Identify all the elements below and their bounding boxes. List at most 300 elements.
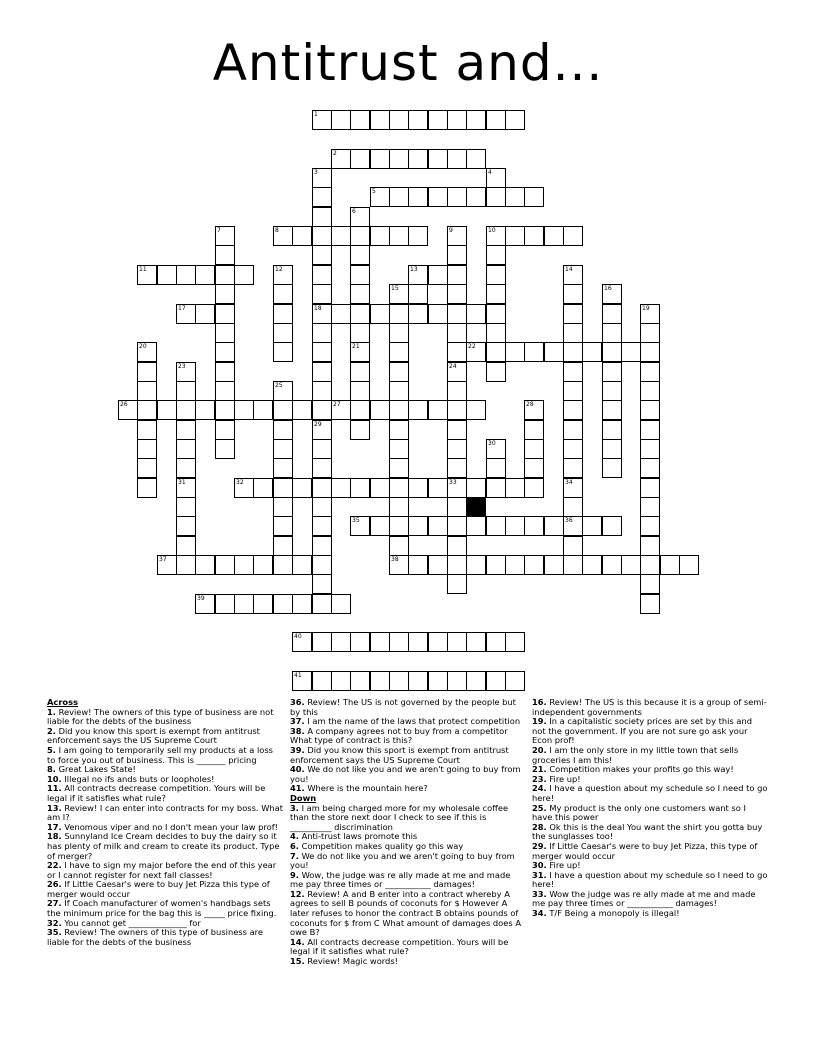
- grid-cell[interactable]: [602, 323, 622, 343]
- grid-cell[interactable]: [486, 342, 506, 362]
- grid-cell[interactable]: [118, 400, 138, 420]
- grid-cell[interactable]: [408, 632, 428, 652]
- grid-cell[interactable]: [486, 245, 506, 265]
- grid-cell[interactable]: [447, 323, 467, 343]
- grid-cell[interactable]: [350, 226, 370, 246]
- grid-cell[interactable]: [350, 420, 370, 440]
- grid-cell[interactable]: [350, 207, 370, 227]
- grid-cell[interactable]: [312, 400, 332, 420]
- grid-cell[interactable]: [389, 323, 409, 343]
- grid-cell[interactable]: [331, 632, 351, 652]
- grid-cell[interactable]: [563, 439, 583, 459]
- grid-cell[interactable]: [312, 497, 332, 517]
- grid-cell[interactable]: [215, 420, 235, 440]
- grid-cell[interactable]: [215, 342, 235, 362]
- grid-cell[interactable]: [195, 304, 215, 324]
- grid-cell[interactable]: [563, 362, 583, 382]
- grid-cell[interactable]: [195, 265, 215, 285]
- grid-cell[interactable]: [389, 536, 409, 556]
- grid-cell[interactable]: [505, 516, 525, 536]
- grid-cell[interactable]: [389, 149, 409, 169]
- grid-cell[interactable]: [640, 555, 660, 575]
- grid-cell[interactable]: [176, 536, 196, 556]
- grid-cell[interactable]: [389, 555, 409, 575]
- grid-cell[interactable]: [292, 400, 312, 420]
- grid-cell[interactable]: [157, 400, 177, 420]
- grid-cell[interactable]: [640, 497, 660, 517]
- grid-cell[interactable]: [524, 516, 544, 536]
- grid-cell[interactable]: [563, 304, 583, 324]
- grid-cell[interactable]: [447, 516, 467, 536]
- grid-cell[interactable]: [563, 555, 583, 575]
- grid-cell[interactable]: [389, 342, 409, 362]
- grid-cell[interactable]: [486, 168, 506, 188]
- grid-cell[interactable]: [370, 516, 390, 536]
- grid-cell[interactable]: [524, 420, 544, 440]
- grid-cell[interactable]: [466, 110, 486, 130]
- grid-cell[interactable]: [253, 400, 273, 420]
- grid-cell[interactable]: [370, 478, 390, 498]
- grid-cell[interactable]: [505, 632, 525, 652]
- grid-cell[interactable]: [640, 516, 660, 536]
- grid-cell[interactable]: [389, 110, 409, 130]
- grid-cell[interactable]: [602, 458, 622, 478]
- grid-cell[interactable]: [215, 226, 235, 246]
- grid-cell[interactable]: [486, 632, 506, 652]
- grid-cell[interactable]: [408, 516, 428, 536]
- grid-cell[interactable]: [350, 304, 370, 324]
- grid-cell[interactable]: [486, 478, 506, 498]
- grid-cell[interactable]: [563, 497, 583, 517]
- grid-cell[interactable]: [640, 536, 660, 556]
- grid-cell[interactable]: [602, 381, 622, 401]
- grid-cell[interactable]: [331, 400, 351, 420]
- grid-cell[interactable]: [137, 362, 157, 382]
- grid-cell[interactable]: [466, 342, 486, 362]
- grid-cell[interactable]: [215, 362, 235, 382]
- grid-cell[interactable]: [640, 304, 660, 324]
- grid-cell[interactable]: [408, 226, 428, 246]
- grid-cell[interactable]: [447, 439, 467, 459]
- grid-cell[interactable]: [582, 516, 602, 536]
- grid-cell[interactable]: [312, 420, 332, 440]
- grid-cell[interactable]: [389, 362, 409, 382]
- grid-cell[interactable]: [273, 439, 293, 459]
- grid-cell[interactable]: [312, 265, 332, 285]
- grid-cell[interactable]: [602, 555, 622, 575]
- grid-cell[interactable]: [582, 342, 602, 362]
- grid-cell[interactable]: [447, 478, 467, 498]
- grid-cell[interactable]: [563, 516, 583, 536]
- grid-cell[interactable]: [312, 516, 332, 536]
- grid-cell[interactable]: [486, 439, 506, 459]
- grid-cell[interactable]: [486, 555, 506, 575]
- grid-cell[interactable]: [466, 632, 486, 652]
- grid-cell[interactable]: [447, 632, 467, 652]
- grid-cell[interactable]: [137, 478, 157, 498]
- grid-cell[interactable]: [312, 362, 332, 382]
- grid-cell[interactable]: [505, 478, 525, 498]
- grid-cell[interactable]: [312, 207, 332, 227]
- grid-cell[interactable]: [428, 187, 448, 207]
- grid-cell[interactable]: [389, 439, 409, 459]
- grid-cell[interactable]: [389, 304, 409, 324]
- grid-cell[interactable]: [602, 516, 622, 536]
- grid-cell[interactable]: [505, 671, 525, 691]
- grid-cell[interactable]: [524, 458, 544, 478]
- grid-cell[interactable]: [679, 555, 699, 575]
- grid-cell[interactable]: [447, 555, 467, 575]
- grid-cell[interactable]: [466, 304, 486, 324]
- grid-cell[interactable]: [389, 632, 409, 652]
- grid-cell[interactable]: [350, 342, 370, 362]
- grid-cell[interactable]: [447, 342, 467, 362]
- grid-cell[interactable]: [215, 381, 235, 401]
- grid-cell[interactable]: [273, 284, 293, 304]
- grid-cell[interactable]: [312, 536, 332, 556]
- grid-cell[interactable]: [466, 555, 486, 575]
- grid-cell[interactable]: [524, 226, 544, 246]
- grid-cell[interactable]: [350, 323, 370, 343]
- grid-cell[interactable]: [389, 226, 409, 246]
- grid-cell[interactable]: [447, 362, 467, 382]
- grid-cell[interactable]: [312, 632, 332, 652]
- grid-cell[interactable]: [428, 478, 448, 498]
- grid-cell[interactable]: [389, 497, 409, 517]
- grid-cell[interactable]: [428, 400, 448, 420]
- grid-cell[interactable]: [389, 420, 409, 440]
- grid-cell[interactable]: [350, 362, 370, 382]
- grid-cell[interactable]: [215, 400, 235, 420]
- grid-cell[interactable]: [408, 110, 428, 130]
- grid-cell[interactable]: [331, 478, 351, 498]
- grid-cell[interactable]: [447, 381, 467, 401]
- grid-cell[interactable]: [389, 400, 409, 420]
- grid-cell[interactable]: [447, 420, 467, 440]
- grid-cell[interactable]: [486, 323, 506, 343]
- grid-cell[interactable]: [273, 458, 293, 478]
- grid-cell[interactable]: [176, 478, 196, 498]
- grid-cell[interactable]: [408, 149, 428, 169]
- grid-cell[interactable]: [640, 458, 660, 478]
- grid-cell[interactable]: [176, 555, 196, 575]
- grid-cell[interactable]: [176, 362, 196, 382]
- grid-cell[interactable]: [389, 187, 409, 207]
- grid-cell[interactable]: [640, 400, 660, 420]
- grid-cell[interactable]: [370, 110, 390, 130]
- grid-cell[interactable]: [621, 342, 641, 362]
- grid-cell[interactable]: [389, 671, 409, 691]
- grid-cell[interactable]: [292, 226, 312, 246]
- grid-cell[interactable]: [389, 381, 409, 401]
- grid-cell[interactable]: [137, 342, 157, 362]
- grid-cell[interactable]: [312, 555, 332, 575]
- grid-cell[interactable]: [176, 265, 196, 285]
- grid-cell[interactable]: [350, 632, 370, 652]
- grid-cell[interactable]: [428, 149, 448, 169]
- grid-cell[interactable]: [544, 555, 564, 575]
- grid-cell[interactable]: [350, 284, 370, 304]
- grid-cell[interactable]: [428, 110, 448, 130]
- grid-cell[interactable]: [292, 671, 312, 691]
- grid-cell[interactable]: [466, 478, 486, 498]
- grid-cell[interactable]: [215, 439, 235, 459]
- grid-cell[interactable]: [640, 362, 660, 382]
- grid-cell[interactable]: [544, 516, 564, 536]
- grid-cell[interactable]: [215, 265, 235, 285]
- grid-cell[interactable]: [447, 110, 467, 130]
- grid-cell[interactable]: [563, 400, 583, 420]
- grid-cell[interactable]: [137, 439, 157, 459]
- grid-cell[interactable]: [428, 516, 448, 536]
- grid-cell[interactable]: [273, 478, 293, 498]
- grid-cell[interactable]: [447, 226, 467, 246]
- grid-cell[interactable]: [466, 516, 486, 536]
- grid-cell[interactable]: [215, 245, 235, 265]
- grid-cell[interactable]: [602, 400, 622, 420]
- grid-cell[interactable]: [486, 516, 506, 536]
- grid-cell[interactable]: [273, 497, 293, 517]
- grid-cell[interactable]: [331, 110, 351, 130]
- grid-cell[interactable]: [350, 400, 370, 420]
- grid-cell[interactable]: [176, 420, 196, 440]
- grid-cell[interactable]: [273, 381, 293, 401]
- grid-cell[interactable]: [447, 265, 467, 285]
- grid-cell[interactable]: [428, 265, 448, 285]
- grid-cell[interactable]: [312, 594, 332, 614]
- grid-cell[interactable]: [312, 304, 332, 324]
- grid-cell[interactable]: [312, 671, 332, 691]
- grid-cell[interactable]: [312, 226, 332, 246]
- grid-cell[interactable]: [640, 381, 660, 401]
- grid-cell[interactable]: [602, 304, 622, 324]
- grid-cell[interactable]: [350, 245, 370, 265]
- grid-cell[interactable]: [563, 284, 583, 304]
- grid-cell[interactable]: [312, 458, 332, 478]
- grid-cell[interactable]: [273, 536, 293, 556]
- grid-cell[interactable]: [370, 632, 390, 652]
- grid-cell[interactable]: [428, 304, 448, 324]
- grid-cell[interactable]: [563, 478, 583, 498]
- grid-cell[interactable]: [273, 516, 293, 536]
- grid-cell[interactable]: [563, 226, 583, 246]
- grid-cell[interactable]: [486, 265, 506, 285]
- grid-cell[interactable]: [273, 594, 293, 614]
- grid-cell[interactable]: [563, 265, 583, 285]
- grid-cell[interactable]: [428, 632, 448, 652]
- grid-cell[interactable]: [447, 671, 467, 691]
- grid-cell[interactable]: [234, 594, 254, 614]
- grid-cell[interactable]: [505, 342, 525, 362]
- grid-cell[interactable]: [602, 362, 622, 382]
- grid-cell[interactable]: [234, 555, 254, 575]
- grid-cell[interactable]: [312, 574, 332, 594]
- grid-cell[interactable]: [621, 555, 641, 575]
- grid-cell[interactable]: [524, 187, 544, 207]
- grid-cell[interactable]: [176, 458, 196, 478]
- grid-cell[interactable]: [389, 458, 409, 478]
- grid-cell[interactable]: [215, 323, 235, 343]
- grid-cell[interactable]: [195, 555, 215, 575]
- grid-cell[interactable]: [524, 342, 544, 362]
- grid-cell[interactable]: [215, 304, 235, 324]
- grid-cell[interactable]: [447, 574, 467, 594]
- grid-cell[interactable]: [505, 187, 525, 207]
- grid-cell[interactable]: [273, 323, 293, 343]
- grid-cell[interactable]: [350, 516, 370, 536]
- grid-cell[interactable]: [505, 555, 525, 575]
- grid-cell[interactable]: [408, 304, 428, 324]
- grid-cell[interactable]: [157, 265, 177, 285]
- grid-cell[interactable]: [331, 594, 351, 614]
- grid-cell[interactable]: [447, 284, 467, 304]
- grid-cell[interactable]: [640, 323, 660, 343]
- grid-cell[interactable]: [273, 265, 293, 285]
- grid-cell[interactable]: [486, 362, 506, 382]
- grid-cell[interactable]: [215, 594, 235, 614]
- grid-cell[interactable]: [524, 439, 544, 459]
- grid-cell[interactable]: [350, 110, 370, 130]
- grid-cell[interactable]: [486, 110, 506, 130]
- grid-cell[interactable]: [486, 304, 506, 324]
- grid-cell[interactable]: [370, 149, 390, 169]
- grid-cell[interactable]: [408, 671, 428, 691]
- grid-cell[interactable]: [312, 342, 332, 362]
- grid-cell[interactable]: [176, 304, 196, 324]
- grid-cell[interactable]: [660, 555, 680, 575]
- grid-cell[interactable]: [331, 304, 351, 324]
- grid-cell[interactable]: [253, 594, 273, 614]
- grid-cell[interactable]: [273, 342, 293, 362]
- grid-cell[interactable]: [176, 497, 196, 517]
- grid-cell[interactable]: [370, 187, 390, 207]
- grid-cell[interactable]: [486, 671, 506, 691]
- grid-cell[interactable]: [505, 226, 525, 246]
- grid-cell[interactable]: [447, 304, 467, 324]
- grid-cell[interactable]: [195, 594, 215, 614]
- grid-cell[interactable]: [350, 671, 370, 691]
- grid-cell[interactable]: [331, 671, 351, 691]
- grid-cell[interactable]: [253, 555, 273, 575]
- grid-cell[interactable]: [273, 420, 293, 440]
- grid-cell[interactable]: [312, 245, 332, 265]
- grid-cell[interactable]: [447, 149, 467, 169]
- grid-cell[interactable]: [176, 381, 196, 401]
- grid-cell[interactable]: [312, 478, 332, 498]
- grid-cell[interactable]: [389, 284, 409, 304]
- grid-cell[interactable]: [312, 187, 332, 207]
- grid-cell[interactable]: [447, 245, 467, 265]
- grid-cell[interactable]: [640, 342, 660, 362]
- grid-cell[interactable]: [157, 555, 177, 575]
- grid-cell[interactable]: [389, 478, 409, 498]
- grid-cell[interactable]: [389, 516, 409, 536]
- grid-cell[interactable]: [137, 420, 157, 440]
- grid-cell[interactable]: [505, 110, 525, 130]
- grid-cell[interactable]: [466, 671, 486, 691]
- grid-cell[interactable]: [447, 400, 467, 420]
- grid-cell[interactable]: [176, 400, 196, 420]
- grid-cell[interactable]: [466, 149, 486, 169]
- grid-cell[interactable]: [292, 632, 312, 652]
- grid-cell[interactable]: [466, 187, 486, 207]
- grid-cell[interactable]: [544, 342, 564, 362]
- grid-cell[interactable]: [331, 149, 351, 169]
- grid-cell[interactable]: [273, 400, 293, 420]
- grid-cell[interactable]: [447, 187, 467, 207]
- grid-cell[interactable]: [486, 226, 506, 246]
- grid-cell[interactable]: [312, 439, 332, 459]
- grid-cell[interactable]: [273, 555, 293, 575]
- grid-cell[interactable]: [563, 381, 583, 401]
- grid-cell[interactable]: [350, 265, 370, 285]
- grid-cell[interactable]: [524, 555, 544, 575]
- grid-cell[interactable]: [524, 400, 544, 420]
- grid-cell[interactable]: [602, 284, 622, 304]
- grid-cell[interactable]: [312, 110, 332, 130]
- grid-cell[interactable]: [370, 304, 390, 324]
- grid-cell[interactable]: [563, 420, 583, 440]
- grid-cell[interactable]: [602, 342, 622, 362]
- grid-cell[interactable]: [273, 304, 293, 324]
- grid-cell[interactable]: [408, 265, 428, 285]
- grid-cell[interactable]: [137, 381, 157, 401]
- grid-cell[interactable]: [176, 439, 196, 459]
- grid-cell[interactable]: [563, 342, 583, 362]
- grid-cell[interactable]: [408, 478, 428, 498]
- grid-cell[interactable]: [137, 400, 157, 420]
- grid-cell[interactable]: [447, 497, 467, 517]
- grid-cell[interactable]: [292, 594, 312, 614]
- grid-cell[interactable]: [408, 284, 428, 304]
- grid-cell[interactable]: [447, 458, 467, 478]
- grid-cell[interactable]: [370, 400, 390, 420]
- grid-cell[interactable]: [640, 594, 660, 614]
- grid-cell[interactable]: [195, 400, 215, 420]
- grid-cell[interactable]: [563, 323, 583, 343]
- grid-cell[interactable]: [273, 226, 293, 246]
- grid-cell[interactable]: [370, 226, 390, 246]
- grid-cell[interactable]: [544, 226, 564, 246]
- grid-cell[interactable]: [234, 400, 254, 420]
- grid-cell[interactable]: [408, 400, 428, 420]
- grid-cell[interactable]: [137, 458, 157, 478]
- grid-cell[interactable]: [234, 265, 254, 285]
- grid-cell[interactable]: [350, 478, 370, 498]
- grid-cell[interactable]: [215, 284, 235, 304]
- grid-cell[interactable]: [486, 284, 506, 304]
- grid-cell[interactable]: [428, 555, 448, 575]
- grid-cell[interactable]: [408, 555, 428, 575]
- grid-cell[interactable]: [215, 555, 235, 575]
- grid-cell[interactable]: [428, 671, 448, 691]
- grid-cell[interactable]: [563, 536, 583, 556]
- grid-cell[interactable]: [640, 420, 660, 440]
- grid-cell[interactable]: [602, 420, 622, 440]
- grid-cell[interactable]: [312, 381, 332, 401]
- grid-cell[interactable]: [563, 458, 583, 478]
- grid-cell[interactable]: [137, 265, 157, 285]
- grid-cell[interactable]: [640, 478, 660, 498]
- grid-cell[interactable]: [447, 536, 467, 556]
- grid-cell[interactable]: [370, 671, 390, 691]
- grid-cell[interactable]: [176, 516, 196, 536]
- grid-cell[interactable]: [524, 478, 544, 498]
- grid-cell[interactable]: [582, 555, 602, 575]
- grid-cell[interactable]: [234, 478, 254, 498]
- grid-cell[interactable]: [486, 187, 506, 207]
- grid-cell[interactable]: [350, 149, 370, 169]
